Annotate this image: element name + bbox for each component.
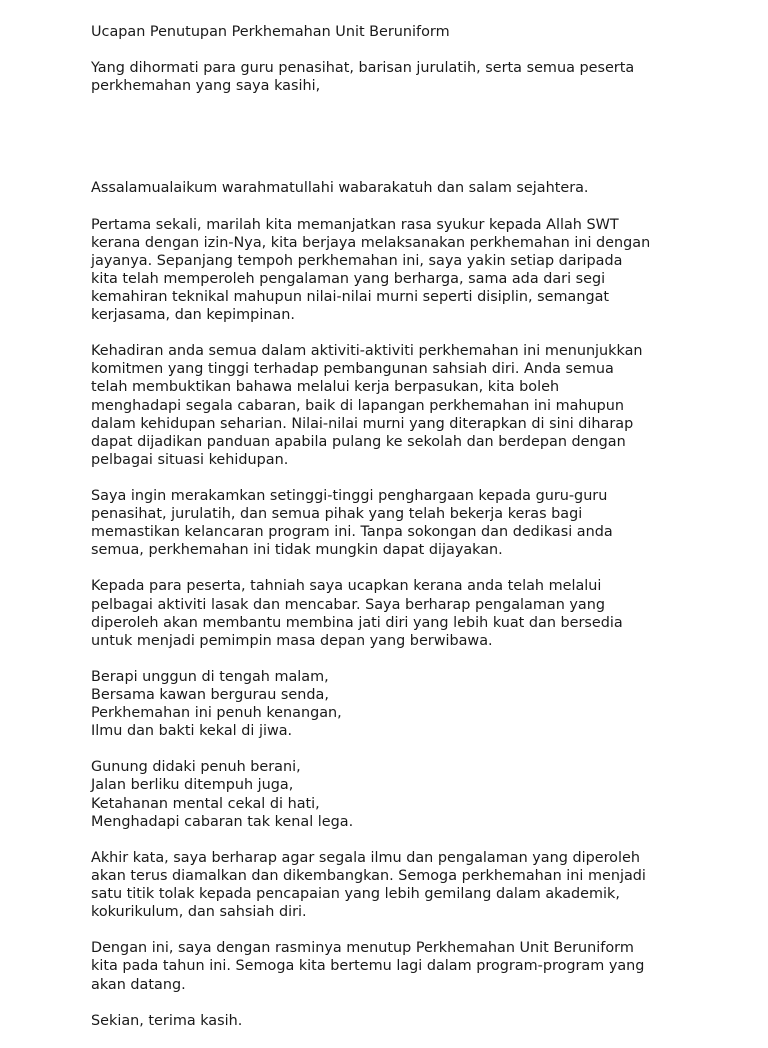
closing-remarks-paragraph: Akhir kata, saya berharap agar segala ilmu dan pengalaman yang diperoleh akan terus diamalkan dan dikembangkan. Semoga perkhemahan ini menjadi satu titik tolak kepada pencapaian yang lebih gemilang dalam akademik, kokurikulum, dan sahsiah diri. <box>91 849 646 921</box>
official-closing-paragraph: Dengan ini, saya dengan rasminya menutup Perkhemahan Unit Beruniform kita pada tahun ini. Semoga kita bertemu lagi dalam program-program yang akan datang. <box>91 940 645 993</box>
document-page <box>91 23 731 1048</box>
sign-off: Sekian, terima kasih. <box>91 1012 243 1029</box>
greeting-paragraph: Yang dihormati para guru penasihat, barisan jurulatih, serta semua peserta perkhemahan yang saya kasihi, <box>91 60 635 95</box>
participants-paragraph: Kepada para peserta, tahniah saya ucapkan kerana anda telah melalui pelbagai aktiviti lasak dan mencabar. Saya berharap pengalaman yang diperoleh akan membantu membina jati diri yang lebih kuat dan bersedia untuk menjadi pemimpin masa depan yang berwibawa. <box>91 578 623 649</box>
appreciation-paragraph: Saya ingin merakamkan setinggi-tinggi penghargaan kepada guru-guru penasihat, jurulatih, dan semua pihak yang telah bekerja keras bagi memastikan kelancaran program ini. Tanpa sokongan dan dedikasi anda semua, perkhemahan ini tidak mungkin dapat dijayakan. <box>91 487 613 559</box>
pantun-stanza-1: Berapi unggun di tengah malam, Bersama kawan bergurau senda, Perkhemahan ini penuh kenangan, Ilmu dan bakti kekal di jiwa. <box>91 668 342 740</box>
opening-paragraph: Pertama sekali, marilah kita memanjatkan rasa syukur kepada Allah SWT kerana dengan izin-Nya, kita berjaya melaksanakan perkhemahan ini dengan jayanya. Sepanjang tempoh perkhemahan ini, saya yakin setiap daripada kita telah memperoleh pengalaman yang berharga, sama ada dari segi kemahiran teknikal mahupun nilai-nilai murni seperti disiplin, semangat kerjasama, dan kepimpinan. <box>91 216 651 324</box>
pantun-stanza-2: Gunung didaki penuh berani, Jalan berliku ditempuh juga, Ketahanan mental cekal di hati, Menghadapi cabaran tak kenal lega. <box>91 759 354 830</box>
document-title: Ucapan Penutupan Perkhemahan Unit Beruniform <box>91 24 450 40</box>
commitment-paragraph: Kehadiran anda semua dalam aktiviti-aktiviti perkhemahan ini menunjukkan komitmen yang tinggi terhadap pembangunan sahsiah diri. Anda semua telah membuktikan bahawa melalui kerja berpasukan, kita boleh menghadapi segala cabaran, baik di lapangan perkhemahan ini mahupun dalam kehidupan seharian. Nilai-nilai murni yang diterapkan di sini diharap dapat dijadikan panduan apabila pulang ke sekolah dan berdepan dengan pelbagai situasi kehidupan. <box>91 343 643 468</box>
salutation-paragraph: Assalamualaikum warahmatullahi wabarakatuh dan salam sejahtera. <box>91 180 589 197</box>
blank-space <box>91 95 731 179</box>
